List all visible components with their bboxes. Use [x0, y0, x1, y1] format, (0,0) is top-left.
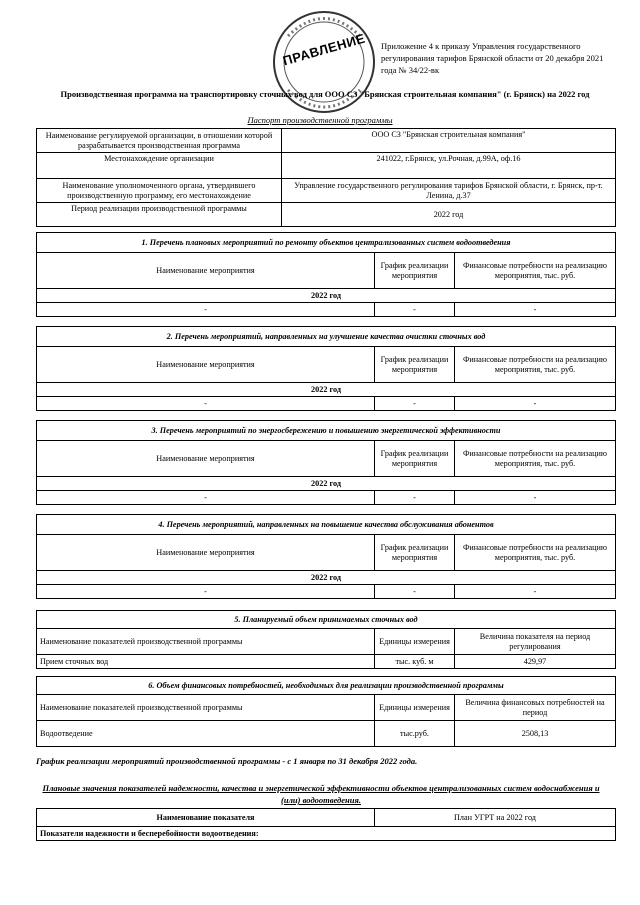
header-units: Единицы измерения: [375, 629, 455, 655]
passport-row: [37, 179, 616, 203]
indicator-name: Водоотведение: [37, 721, 375, 747]
passport-row: [37, 153, 616, 179]
header-measure-name: Наименование мероприятия: [37, 253, 375, 289]
passport-value: 2022 год: [282, 203, 616, 227]
table-cell: -: [37, 491, 375, 505]
measures-section-1: [36, 232, 616, 317]
header-indicator: Наименование показателя: [37, 809, 375, 827]
indicators-table: [36, 808, 616, 841]
section-title: 1. Перечень плановых мероприятий по ремонту объектов централизованных систем водоотведения: [37, 233, 616, 253]
indicator-value: 429,97: [455, 655, 616, 669]
section-title: 4. Перечень мероприятий, направленных на повышение качества обслуживания абонентов: [37, 515, 616, 535]
table-cell: -: [37, 303, 375, 317]
stamp-text: ПРАВЛЕНИЕ: [281, 30, 367, 69]
appendix-note: Приложение 4 к приказу Управления государственного регулирования тарифов Брянской области от 20 декабря 2021 года № 34/22-вк: [381, 41, 604, 75]
indicator-name: Прием сточных вод: [37, 655, 375, 669]
passport-label: Период реализации производственной программы: [37, 203, 282, 227]
section-year: 2022 год: [37, 289, 616, 303]
measures-section-2: [36, 326, 616, 411]
table-cell: -: [375, 585, 455, 599]
passport-value: Управление государственного регулирования тарифов Брянской области, г. Брянск, пр-т. Ленина, д.37: [282, 179, 616, 203]
table-cell: -: [455, 585, 616, 599]
table-cell: -: [455, 491, 616, 505]
passport-label: Местонахождение организации: [37, 153, 282, 179]
header-indicator-name: Наименование показателей производственной программы: [37, 695, 375, 721]
approval-stamp: [268, 6, 380, 118]
section-year: 2022 год: [37, 571, 616, 585]
header-measure-name: Наименование мероприятия: [37, 441, 375, 477]
header-finance: Финансовые потребности на реализацию мероприятия, тыс. руб.: [455, 253, 616, 289]
finance-table: [36, 676, 616, 747]
table-cell: -: [375, 491, 455, 505]
measures-section-3: [36, 420, 616, 505]
section-title: 2. Перечень мероприятий, направленных на улучшение качества очистки сточных вод: [37, 327, 616, 347]
passport-row: [37, 129, 616, 153]
table-cell: -: [455, 397, 616, 411]
table-cell: -: [37, 397, 375, 411]
indicator-units: тыс. куб. м: [375, 655, 455, 669]
passport-heading: Паспорт производственной программы: [247, 115, 393, 125]
header-finance: Финансовые потребности на реализацию мероприятия, тыс. руб.: [455, 347, 616, 383]
table-cell: -: [37, 585, 375, 599]
section-title: 5. Планируемый объем принимаемых сточных вод: [37, 611, 616, 629]
passport-label: Наименование регулируемой организации, в отношении которой разрабатывается производственная программа: [37, 129, 282, 153]
table-cell: -: [375, 397, 455, 411]
header-indicator-name: Наименование показателей производственной программы: [37, 629, 375, 655]
passport-value: ООО СЗ "Брянская строительная компания": [282, 129, 616, 153]
passport-table: [36, 128, 616, 227]
passport-label: Наименование уполномоченного органа, утвердившего производственную программу, его местонахождение: [37, 179, 282, 203]
header-finance: Финансовые потребности на реализацию мероприятия, тыс. руб.: [455, 441, 616, 477]
schedule-note: График реализации мероприятий производственной программы - с 1 января по 31 декабря 2022 года.: [36, 756, 418, 766]
header-schedule: График реализации мероприятия: [375, 535, 455, 571]
measures-section-4: [36, 514, 616, 599]
indicator-value: 2508,13: [455, 721, 616, 747]
header-schedule: График реализации мероприятия: [375, 347, 455, 383]
passport-row: [37, 203, 616, 227]
indicators-group-row: Показатели надежности и бесперебойности водоотведения:: [37, 827, 616, 841]
header-finance: Финансовые потребности на реализацию мероприятия, тыс. руб.: [455, 535, 616, 571]
section-year: 2022 год: [37, 383, 616, 397]
header-value: Величина финансовых потребностей на период: [455, 695, 616, 721]
table-cell: -: [455, 303, 616, 317]
table-cell: -: [375, 303, 455, 317]
section-year: 2022 год: [37, 477, 616, 491]
indicator-units: тыс.руб.: [375, 721, 455, 747]
passport-value: 241022, г.Брянск, ул.Рочная, д.99А, оф.16: [282, 153, 616, 179]
header-plan: План УГРТ на 2022 год: [375, 809, 616, 827]
header-units: Единицы измерения: [375, 695, 455, 721]
header-schedule: График реализации мероприятия: [375, 253, 455, 289]
section-title: 6. Объем финансовых потребностей, необходимых для реализации производственной программы: [37, 677, 616, 695]
volume-table: [36, 610, 616, 669]
header-value: Величина показателя на период регулирования: [455, 629, 616, 655]
header-measure-name: Наименование мероприятия: [37, 535, 375, 571]
document-title: Производственная программа на транспортировку сточных вод для ООО СЗ "Брянская строительная компания" (г. Брянск) на 2022 год: [60, 89, 590, 99]
header-schedule: График реализации мероприятия: [375, 441, 455, 477]
header-measure-name: Наименование мероприятия: [37, 347, 375, 383]
plan-values-note: Плановые значения показателей надежности, качества и энергетической эффективности объектов централизованных систем водоснабжения и (или) водоотведения.: [42, 783, 600, 805]
section-title: 3. Перечень мероприятий по энергосбережению и повышению энергетической эффективности: [37, 421, 616, 441]
